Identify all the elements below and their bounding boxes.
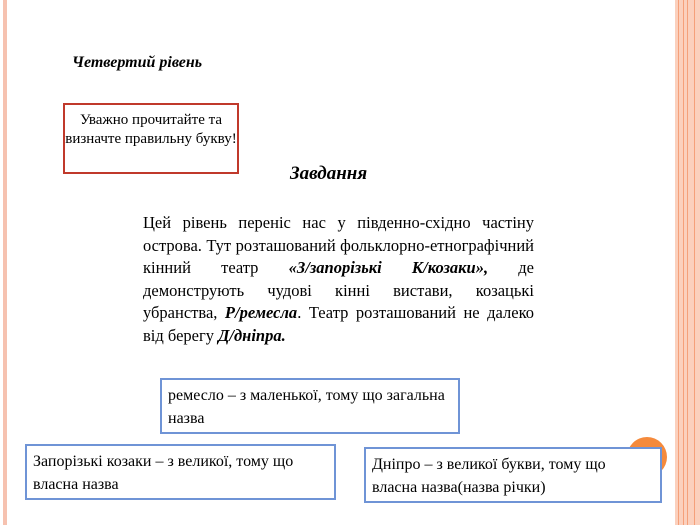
highlight-cossacks: «З/запорізькі К/козаки», — [288, 258, 489, 278]
instruction-box: Уважно прочитайте та визначте правильну букву! — [63, 103, 239, 174]
right-stripes-decoration — [670, 0, 700, 525]
task-paragraph — [143, 212, 534, 348]
left-border-decoration — [3, 0, 7, 525]
level-title: Четвертий рівень — [72, 54, 203, 71]
text: Цей рівень переніс нас у південно-східно частіну острова. Тут розташований фольклорно-етнографічний кінний театр — [143, 213, 534, 278]
text: . Театр розташований не далеко від берегу — [143, 303, 534, 345]
task-title: Завдання — [290, 163, 368, 184]
answer-box-cossacks: Запорізькі козаки – з великої, тому що власна назва — [25, 444, 336, 500]
answer-box-crafts: ремесло – з маленької, тому що загальна назва — [160, 378, 460, 434]
highlight-dnipro: Д/дніпра. — [218, 325, 286, 345]
text: де демонструють чудові кінні вистави, козацькі убранства, — [143, 258, 534, 323]
highlight-crafts: Р/ремесла — [224, 303, 298, 323]
answer-box-dnipro: Дніпро – з великої букви, тому що власна назва(назва річки) — [364, 447, 662, 503]
